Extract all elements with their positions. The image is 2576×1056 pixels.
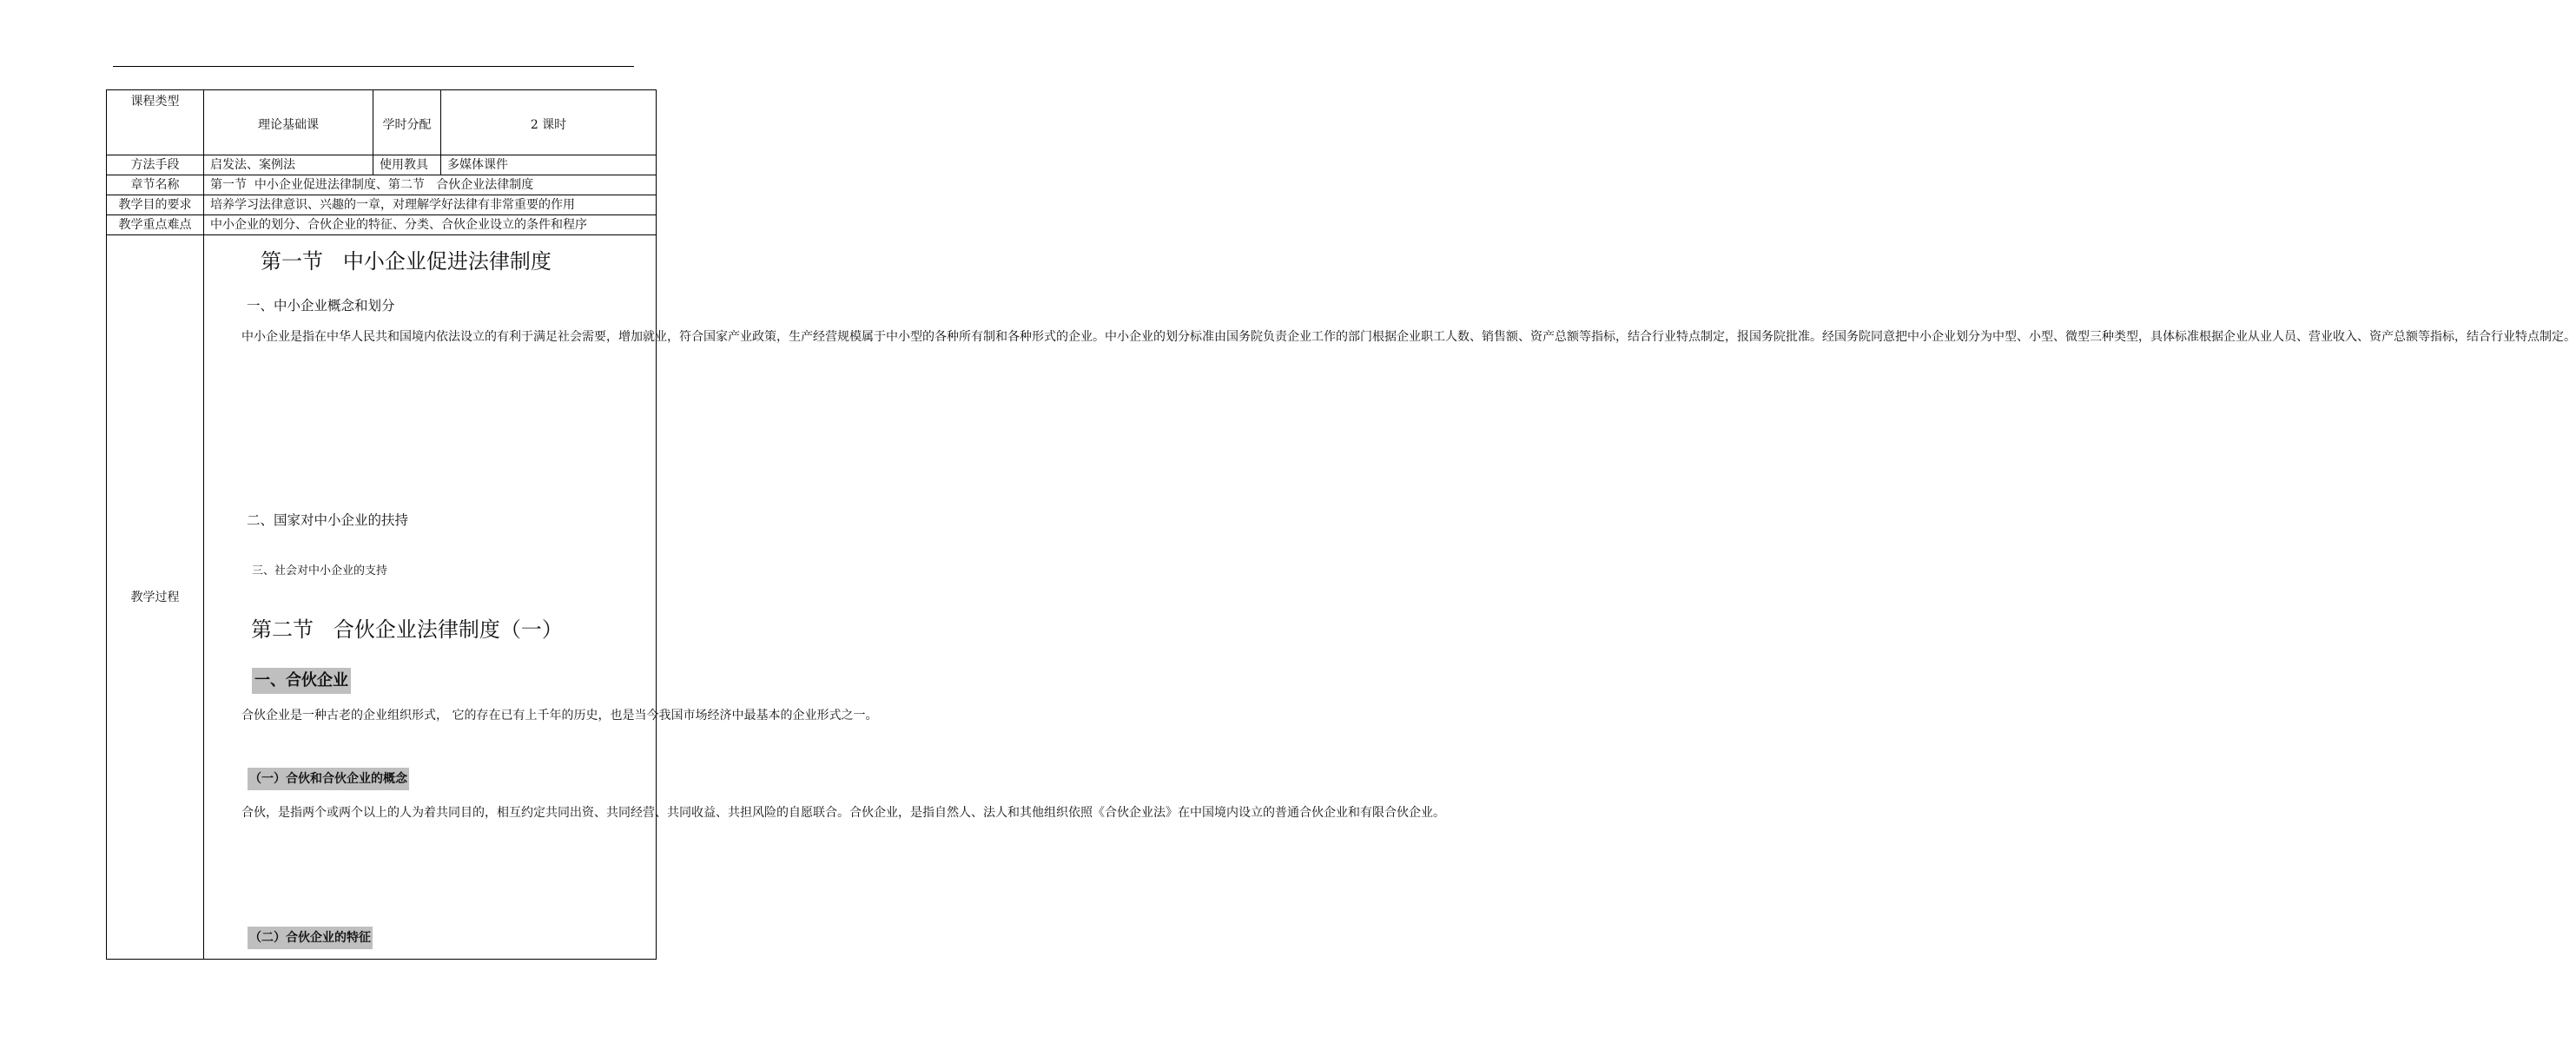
section1-subheading-1: 一、中小企业概念和划分	[247, 298, 395, 314]
features-heading: （二）合伙企业的特征	[248, 927, 373, 949]
row-process	[107, 235, 657, 960]
row-chapter	[107, 175, 657, 195]
objective-value: 培养学习法律意识、兴趣的一章，对理解学好法律有非常重要的作用	[204, 195, 657, 215]
chapter-label: 章节名称	[107, 175, 204, 195]
section1-paragraph-1: 中小企业是指在中华人民共和国境内依法设立的有利于满足社会需要，增加就业，符合国家产业政策，生产经营规模属于中小型的各种所有制和各种形式的企业。中小企业的划分标准由国务院负责企业工作的部门根据企业职工人数、销售额、资产总额等指标，结合行业特点制定，报国务院批准。经国务院同意把中小企业划分为中型、小型、微型三种类型，具体标准根据企业从业人员、营业收入、资产总额等指标，结合行业特点制定。	[241, 330, 2576, 344]
process-content	[204, 235, 2576, 960]
course-type-label: 课程类型	[107, 90, 204, 155]
hours-label: 学时分配	[373, 90, 441, 155]
process-label: 教学过程	[107, 235, 204, 960]
hours-value: 2 课时	[441, 90, 657, 155]
key-points-value: 中小企业的划分、合伙企业的特征、分类、合伙企业设立的条件和程序	[204, 215, 657, 235]
objective-label: 教学目的要求	[107, 195, 204, 215]
section1-title: 第一节 中小企业促进法律制度	[261, 249, 552, 274]
section1-subheading-2: 二、国家对中小企业的扶持	[247, 512, 409, 528]
partnership-heading: 一、合伙企业	[252, 668, 351, 694]
section1-subheading-3: 三、社会对中小企业的支持	[252, 564, 388, 578]
tools-label: 使用教具	[373, 155, 441, 175]
row-course-type	[107, 90, 657, 155]
section2-title: 第二节 合伙企业法律制度（一）	[251, 617, 563, 642]
concept-paragraph: 合伙，是指两个或两个以上的人为着共同目的，相互约定共同出资、共同经营、共同收益、共担风险的自愿联合。合伙企业，是指自然人、法人和其他组织依照《合伙企业法》在中国境内设立的普通合伙企业和有限合伙企业。	[241, 806, 1445, 820]
row-method	[107, 155, 657, 175]
chapter-value: 第一节 中小企业促进法律制度、第二节 合伙企业法律制度	[204, 175, 657, 195]
concept-heading: （一）合伙和合伙企业的概念	[248, 768, 409, 790]
method-value: 启发法、案例法	[204, 155, 373, 175]
row-key-points	[107, 215, 657, 235]
row-objective	[107, 195, 657, 215]
method-label: 方法手段	[107, 155, 204, 175]
course-type-value: 理论基础课	[204, 90, 373, 155]
tools-value: 多媒体课件	[441, 155, 657, 175]
lesson-plan-table	[106, 89, 2576, 960]
partnership-intro-paragraph: 合伙企业是一种古老的企业组织形式， 它的存在已有上千年的历史，也是当今我国市场经济中最基本的企业形式之一。	[241, 709, 878, 723]
header-rule	[113, 66, 634, 67]
key-points-label: 教学重点难点	[107, 215, 204, 235]
